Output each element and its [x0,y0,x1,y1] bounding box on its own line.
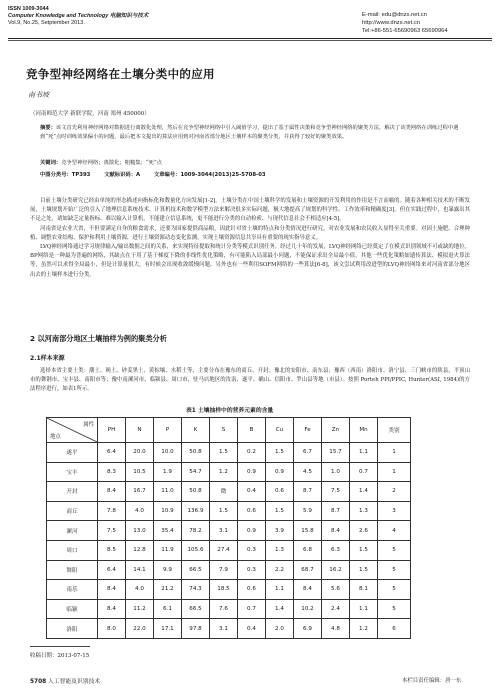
intro-paragraph: 目前土壤分类研究已经由单纯的形态描述向指标化和数量化方向发展[1-2]。土壤分类在中国土壤科学的发展和土壤资源的开发利用的作用是不言而喻的。随着各种相关技术的不断发展，土壤规划开始广泛的引入了地理信息系统技术、计算机技术和数学模型方法来解决很多实际问题，极大地提高了规划的科学性、工作效率和精确度[3]。但在实践过程中，也暴露出其不足之处，诸如缺乏定量指标、难以输入计算机，不能建立信息系统，更不能进行分类的自动检索、与现代信息社会不相适应[4-5]。 [30,198,470,223]
value-cell: 1.1 [350,599,378,619]
author: 南书坡 [28,91,49,99]
value-cell: 3.1 [210,521,238,541]
value-cell: 7.5 [322,482,350,502]
article-number: 文章编号：1009-3044(2013)25-5708-03 [153,172,266,178]
value-cell: 1 [378,462,411,482]
value-cell: 3.1 [210,619,238,639]
value-cell: 12.8 [126,540,154,560]
value-cell: 1.5 [350,560,378,580]
value-cell: 35.4 [154,521,182,541]
value-cell: 7.9 [210,560,238,580]
value-cell: 0.6 [238,501,266,521]
value-cell: 6.8 [294,540,322,560]
location-cell: 遂平 [47,443,98,463]
table-row [47,443,411,463]
value-cell: 10.2 [294,599,322,619]
location-cell: 南乐 [47,580,98,600]
value-cell: 17.1 [154,619,182,639]
column-header: Cu [266,418,294,443]
table-row [47,462,411,482]
abstract-text: 该文首先利用神经网络对数据进行离散化处理，然后在竞争型神经网络中引入阈值学习，提出了基于属性决策和竞争型神经网络的聚类方法，解决了该类网络在训练过程中遇到“死”点时训练效果偏小的问题，最后把本文提出的算法应用到对河南省部分地区土壤样本的聚类分类，并获得了较好的聚类效果。 [40,125,459,140]
value-cell: 54.7 [182,462,210,482]
value-cell: 7.5 [98,521,126,541]
value-cell: 5 [378,580,411,600]
value-cell: 16.7 [126,482,154,502]
value-cell: 5 [378,599,411,619]
value-cell: 2.6 [350,521,378,541]
location-cell: 周口 [47,540,98,560]
location-cell: 洛阳 [47,619,98,639]
keywords-label: 关键词： [40,160,62,166]
value-cell: 78.2 [182,521,210,541]
column-header: P [154,418,182,443]
classification-line [40,170,278,178]
column-header: Mn [350,418,378,443]
page-footer-left [30,676,100,685]
value-cell: 136.9 [182,501,210,521]
attribute-header: 属性 [83,422,94,428]
value-cell: 27.4 [210,540,238,560]
value-cell: 0.2 [238,443,266,463]
document-code: 文献标识码：A [104,172,141,178]
value-cell: 20.0 [126,443,154,463]
value-cell: 21.2 [154,580,182,600]
abstract [40,124,460,142]
value-cell: 8.7 [294,482,322,502]
value-cell: 1.1 [350,443,378,463]
value-cell: 5.9 [294,501,322,521]
section-heading: 2 以河南部分地区土壤抽样为例的聚类分析 [30,334,167,343]
value-cell: 74.3 [182,580,210,600]
value-cell: 5 [378,560,411,580]
value-cell: 8.5 [98,540,126,560]
nutrient-table [46,417,411,639]
received-date: 收稿日期：2013-07-15 [30,653,90,659]
value-cell: 15.8 [294,521,322,541]
introduction [30,197,470,280]
issn: ISSN 1009-3044 [8,6,49,12]
value-cell: 1.5 [266,501,294,521]
value-cell: 2.0 [266,619,294,639]
section-name: 人工智能及识别技术 [47,679,101,685]
affiliation: （河南师范大学 新联学院，河南 郑州 450000） [30,111,150,117]
column-editor: 本栏目责任编辑：唐一东 [402,678,462,684]
value-cell: 2.2 [266,560,294,580]
keywords [40,159,460,168]
subsection-heading: 2.1样本来源 [30,355,65,362]
value-cell: 6.1 [154,599,182,619]
column-header: 类别 [378,418,411,443]
table-row [47,580,411,600]
value-cell: 0.7 [350,462,378,482]
value-cell: 1 [378,443,411,463]
value-cell: 1.3 [350,501,378,521]
value-cell: 2.4 [322,599,350,619]
value-cell: 0.4 [238,482,266,502]
value-cell: 8.4 [98,599,126,619]
clc-number: 中图分类号：TP393 [40,172,91,178]
value-cell: 11.9 [154,540,182,560]
value-cell: 50.8 [182,443,210,463]
abstract-label: 摘要： [40,125,56,131]
column-header: Fe [294,418,322,443]
value-cell: 8.3 [98,462,126,482]
value-cell: 6.7 [294,443,322,463]
page-number: 5708 [30,679,47,685]
value-cell: 1.5 [210,443,238,463]
value-cell: 8.4 [322,521,350,541]
journal-tel: Tel:+86-551-65690963 65690964 [362,28,448,34]
value-cell: 8.4 [98,580,126,600]
keywords-text: 竞争型神经网络；离散化；粗糙集；“死”点 [61,160,162,166]
value-cell: 1.5 [266,443,294,463]
value-cell: 4.5 [294,462,322,482]
table-row [47,482,411,502]
location-cell: 舞阳 [47,560,98,580]
value-cell: 3 [378,501,411,521]
value-cell: 1.4 [266,599,294,619]
value-cell: 7.6 [210,599,238,619]
value-cell: 16.2 [322,560,350,580]
value-cell: 11.2 [126,599,154,619]
column-header: N [126,418,154,443]
sample-source-text [30,367,470,395]
paper-title: 竞争型神经网络在土壤分类中的应用 [26,67,215,81]
value-cell: 8.1 [350,580,378,600]
value-cell: 8.4 [98,482,126,502]
value-cell: 1.9 [154,462,182,482]
value-cell: 4.0 [126,501,154,521]
value-cell: 8.0 [98,619,126,639]
value-cell: 10.5 [126,462,154,482]
value-cell: 4 [378,521,411,541]
column-header: Zn [322,418,350,443]
value-cell: 0.9 [238,462,266,482]
journal-email: E-mail: edu@dnzs.net.cn [362,12,427,18]
table-body [47,443,411,639]
value-cell: 8.7 [322,501,350,521]
value-cell: 1.2 [210,462,238,482]
value-cell: 1.5 [350,540,378,560]
value-cell: 6.4 [98,443,126,463]
value-cell: 1.3 [266,540,294,560]
value-cell: 0.9 [238,521,266,541]
table-header-row [47,418,411,443]
value-cell: 50.8 [182,482,210,502]
value-cell: 6.4 [98,560,126,580]
footnote-divider [30,646,90,647]
value-cell: 8.4 [294,580,322,600]
value-cell: 3.9 [266,521,294,541]
value-cell: 22.0 [126,619,154,639]
intro-paragraph: LVQ神经网络通过学习规律输入/输出数据之间的关系，来实现特征提取和统计分类等模式识别任务。经过几十年的发展，LVQ神经网络已经奠定了在模式识别领域不可或缺的地位。BP网络是一种最为普遍的网络，其缺点在于用了基于梯度下降的非线性优化策略，有可能陷入局部最小问题，不能保证求出全局最小值。其他一些优化策略如遗传算法、模拟退火算法等，虽然可以求得全局最小，但是计算量很大，有时候会出现收敛缓慢问题。另外也有一些利用SOFM网络的一些算法[6-8]，该文尝试利用改进型的LVQ神经网络来对河南省部分地区出去的土壤样本进行分类。 [30,244,470,278]
value-cell: 2 [378,482,411,502]
location-cell: 宝丰 [47,462,98,482]
value-cell: 1.5 [210,501,238,521]
value-cell: 5 [378,540,411,560]
value-cell: 1.1 [266,580,294,600]
value-cell: 14.1 [126,560,154,580]
table-row [47,560,411,580]
table-row [47,599,411,619]
value-cell: 13.0 [126,521,154,541]
location-cell: 商丘 [47,501,98,521]
value-cell: 66.5 [182,560,210,580]
journal-header-left [8,6,148,27]
value-cell: 6.9 [294,619,322,639]
value-cell: 0.6 [266,482,294,502]
value-cell: 0.7 [238,599,266,619]
value-cell: 97.8 [182,619,210,639]
location-cell: 漯河 [47,521,98,541]
journal-header-right [362,11,448,35]
column-header: K [182,418,210,443]
value-cell: 15.7 [322,443,350,463]
value-cell: 1.0 [322,462,350,482]
value-cell: 11.0 [154,482,182,502]
value-cell: 0.3 [238,540,266,560]
value-cell: 10.9 [154,501,182,521]
value-cell: 1.2 [350,619,378,639]
location-header: 地点 [50,434,61,440]
volume-info: Vol.9, No.25, Setptember 2013. [8,20,85,26]
value-cell: 18.5 [210,580,238,600]
value-cell: 105.6 [182,540,210,560]
value-cell: 1.4 [350,482,378,502]
value-cell: 7.8 [98,501,126,521]
journal-url: http://www.dnzs.net.cn [362,20,420,26]
value-cell: 66.5 [182,599,210,619]
value-cell: 微 [210,482,238,502]
location-cell: 开封 [47,482,98,502]
column-header: S [210,418,238,443]
table-row [47,501,411,521]
value-cell: 5.6 [322,580,350,600]
value-cell: 0.6 [238,580,266,600]
value-cell: 4.8 [322,619,350,639]
value-cell: 9.9 [154,560,182,580]
column-header: B [238,418,266,443]
value-cell: 0.4 [238,619,266,639]
value-cell: 6 [378,619,411,639]
value-cell: 68.7 [294,560,322,580]
diagonal-header-cell [47,418,98,443]
header-divider-thin [8,40,492,41]
value-cell: 0.3 [238,560,266,580]
value-cell: 10.0 [154,443,182,463]
location-cell: 临颖 [47,599,98,619]
journal-name: Computer Knowledge and Technology 电脑知识与技术 [8,13,149,19]
header-divider [8,38,492,39]
table-row [47,540,411,560]
body-paragraph: 选择本省主要土类：潮土、褐土、砂姜黑土、黄棕壤、水稻土等，主要分布在豫东的商丘、开封；豫北的安阳市、南东县；豫西（西南）洛阳市、洛宁县、三门峡市的陕县，平顶山市的舞钢市、宝丰县、南阳市等；豫中南漯河市、临颍县、周口市，驻马店地区的汝南、遂平、确山、信阳市、罗山县等地（市县）。按照 Porteh PPI/PPIC, Hunter(ASI, 1984)的方法程序进行，如表1所示。 [30,368,470,393]
value-cell: 6.3 [322,540,350,560]
table-row [47,521,411,541]
table-row [47,619,411,639]
column-header: PH [98,418,126,443]
intro-paragraph: 河南省是农业大省，不但要满足自身的粮食需求，还要为国家提供商品粮，因此针对省土壤的特点和分类情况进行研究，对农业发展和农民收入显得至关重要。对因土施肥、合理种植、调整农业结构、保护和利用土壤资源，进行土壤资源动态变化监测，实现土壤资源信息共享具有重要的现实指导意义。 [30,225,470,241]
value-cell: 0.9 [266,462,294,482]
value-cell: 4.0 [126,580,154,600]
table-caption: 表1 土壤抽样中的营养元素的含量 [186,408,274,414]
